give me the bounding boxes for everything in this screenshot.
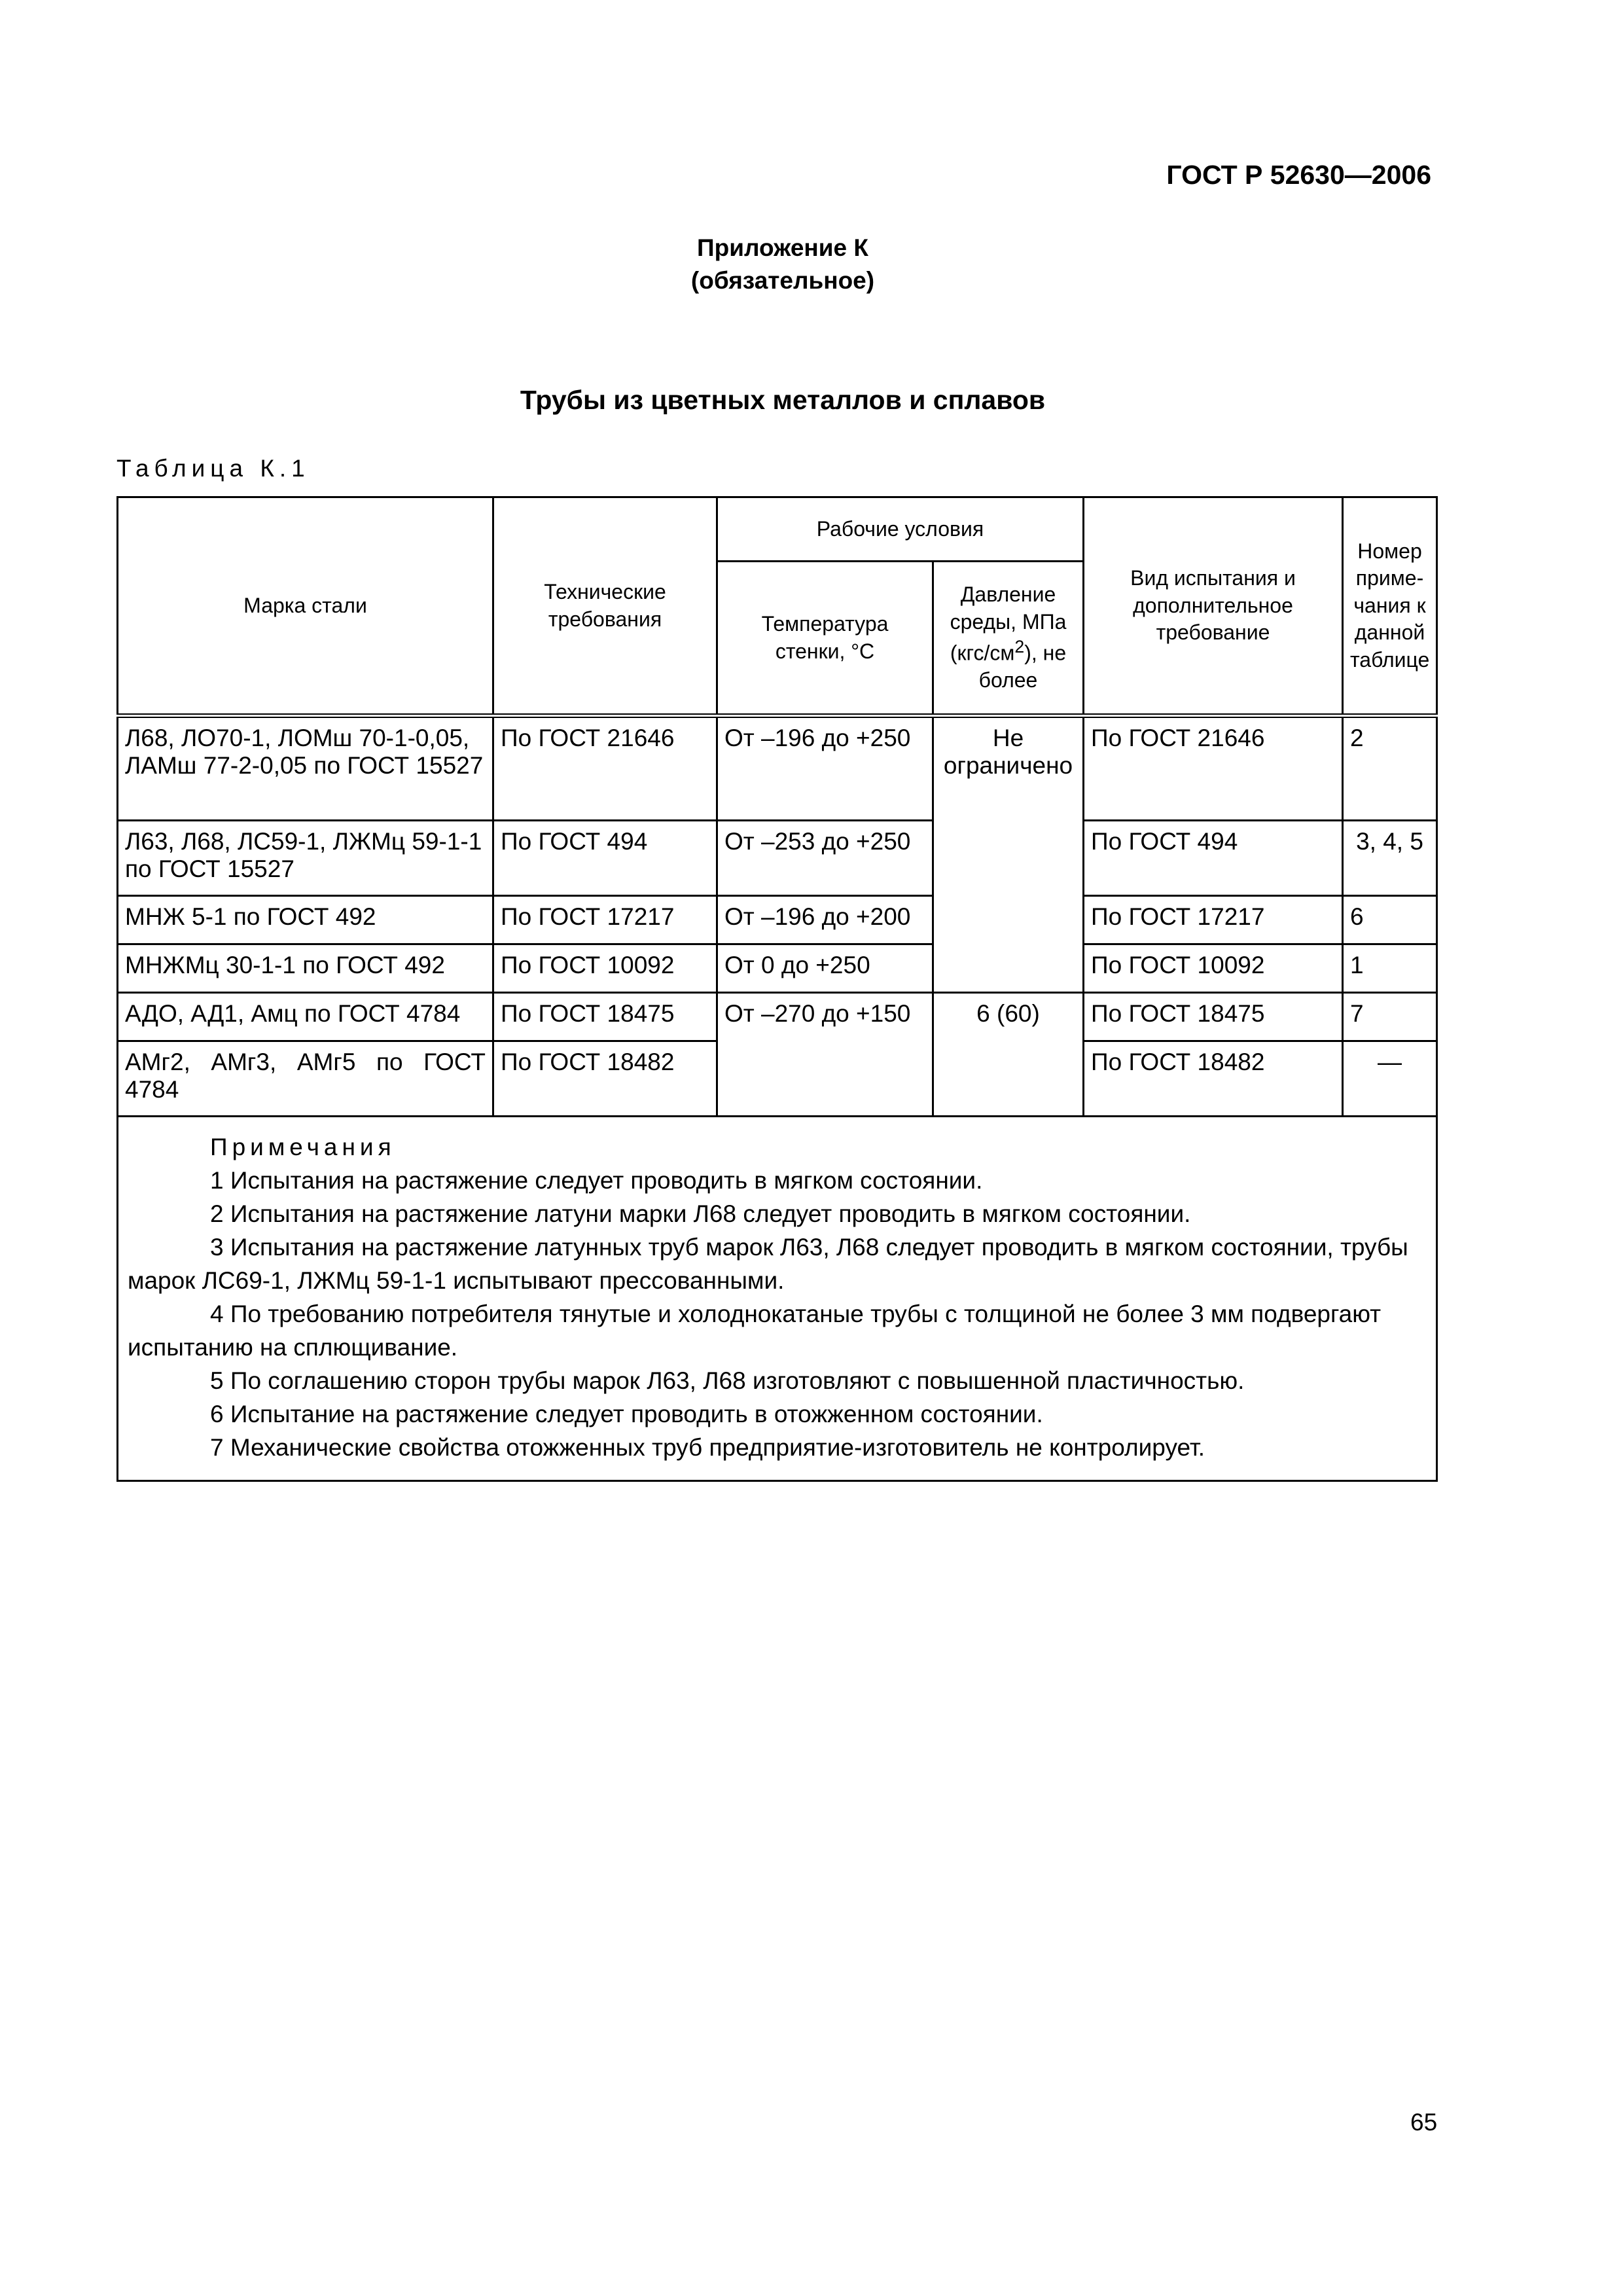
- header-pressure-text-end: ), не более: [978, 641, 1067, 692]
- table-caption: Таблица К.1: [116, 455, 310, 482]
- table-row: [118, 993, 1437, 1041]
- cell-note: 1: [1343, 944, 1437, 993]
- appendix-heading: [0, 232, 1565, 297]
- notes-title: Примечания: [210, 1134, 396, 1160]
- note-item: 4 По требованию потребителя тянутые и холоднокатаные трубы с толщиной не более 3 мм подвергают испытанию на сплющивание.: [128, 1300, 1382, 1361]
- note-item: 5 По соглашению сторон трубы марок Л63, Л68 изготовляют с повышенной пластичностью.: [210, 1367, 1245, 1395]
- table-row: [118, 716, 1437, 821]
- cell-tech: По ГОСТ 10092: [493, 944, 717, 993]
- cell-tech: По ГОСТ 18482: [493, 1041, 717, 1117]
- cell-test: По ГОСТ 21646: [1084, 716, 1343, 821]
- section-title: Трубы из цветных металлов и сплавов: [520, 385, 1046, 415]
- cell-temp: От –196 до +200: [717, 896, 933, 944]
- cell-note: 2: [1343, 716, 1437, 821]
- table-header: [118, 497, 1437, 716]
- cell-grade: Л68, ЛО70-1, ЛОМш 70-1-0,05, ЛАМш 77-2-0,05 по ГОСТ 15527: [118, 716, 493, 821]
- note-item: 2 Испытания на растяжение латуни марки Л68 следует проводить в мягком состоянии.: [210, 1200, 1191, 1228]
- cell-tech: По ГОСТ 494: [493, 821, 717, 896]
- cell-note: —: [1343, 1041, 1437, 1117]
- cell-temp: От –196 до +250: [717, 716, 933, 821]
- note-item: 3 Испытания на растяжение латунных труб марок Л63, Л68 следует проводить в мягком состоянии, трубы марок ЛС69-1, ЛЖМц 59-1-1 испытывают прессованными.: [128, 1234, 1408, 1295]
- cell-tech: По ГОСТ 18475: [493, 993, 717, 1041]
- header-pressure: [933, 562, 1084, 716]
- cell-temp: От –270 до +150: [717, 993, 933, 1117]
- header-tech-req: Технические требования: [493, 497, 717, 716]
- page-number: 65: [1410, 2109, 1438, 2136]
- cell-test: По ГОСТ 18475: [1084, 993, 1343, 1041]
- header-working-conditions: Рабочие условия: [717, 497, 1084, 562]
- table-row: [118, 896, 1437, 944]
- cell-pressure: 6 (60): [933, 993, 1084, 1117]
- notes-row: [118, 1117, 1437, 1481]
- header-note-no: Номер приме-чания к данной таблице: [1343, 497, 1437, 716]
- header-grade: Марка стали: [118, 497, 493, 716]
- cell-test: По ГОСТ 17217: [1084, 896, 1343, 944]
- appendix-status: (обязательное): [690, 266, 875, 294]
- cell-grade: МНЖМц 30-1-1 по ГОСТ 492: [118, 944, 493, 993]
- header-pressure-text: Давление среды, МПа (кгс/см: [950, 582, 1067, 665]
- cell-note: 7: [1343, 993, 1437, 1041]
- note-item: 6 Испытание на растяжение следует проводить в отожженном состоянии.: [210, 1401, 1043, 1428]
- note-item: 7 Механические свойства отожженных труб предприятие-изготовитель не контролирует.: [210, 1434, 1205, 1462]
- cell-pressure-unlimited: Не ограничено: [933, 716, 1084, 993]
- appendix-label: Приложение К: [697, 234, 868, 261]
- table-row: [118, 821, 1437, 896]
- cell-grade: АМг2, АМг3, АМг5 по ГОСТ 4784: [118, 1041, 493, 1117]
- cell-temp: От –253 до +250: [717, 821, 933, 896]
- cell-test: По ГОСТ 10092: [1084, 944, 1343, 993]
- cell-grade: Л63, Л68, ЛС59-1, ЛЖМц 59-1-1 по ГОСТ 15527: [118, 821, 493, 896]
- cell-tech: По ГОСТ 21646: [493, 716, 717, 821]
- cell-grade: МНЖ 5-1 по ГОСТ 492: [118, 896, 493, 944]
- cell-note: 3, 4, 5: [1343, 821, 1437, 896]
- cell-test: По ГОСТ 494: [1084, 821, 1343, 896]
- header-pressure-exponent: 2: [1014, 637, 1025, 657]
- cell-note: 6: [1343, 896, 1437, 944]
- document-code: ГОСТ Р 52630—2006: [1166, 160, 1431, 190]
- pipes-table: [116, 496, 1438, 1482]
- cell-grade: АДО, АД1, Амц по ГОСТ 4784: [118, 993, 493, 1041]
- table-row: [118, 944, 1437, 993]
- header-temperature: Температура стенки, °С: [717, 562, 933, 716]
- cell-test: По ГОСТ 18482: [1084, 1041, 1343, 1117]
- cell-tech: По ГОСТ 17217: [493, 896, 717, 944]
- note-item: 1 Испытания на растяжение следует проводить в мягком состоянии.: [210, 1167, 983, 1194]
- notes-block: [118, 1117, 1437, 1481]
- header-test-type: Вид испытания и дополнительное требование: [1084, 497, 1343, 716]
- cell-temp: От 0 до +250: [717, 944, 933, 993]
